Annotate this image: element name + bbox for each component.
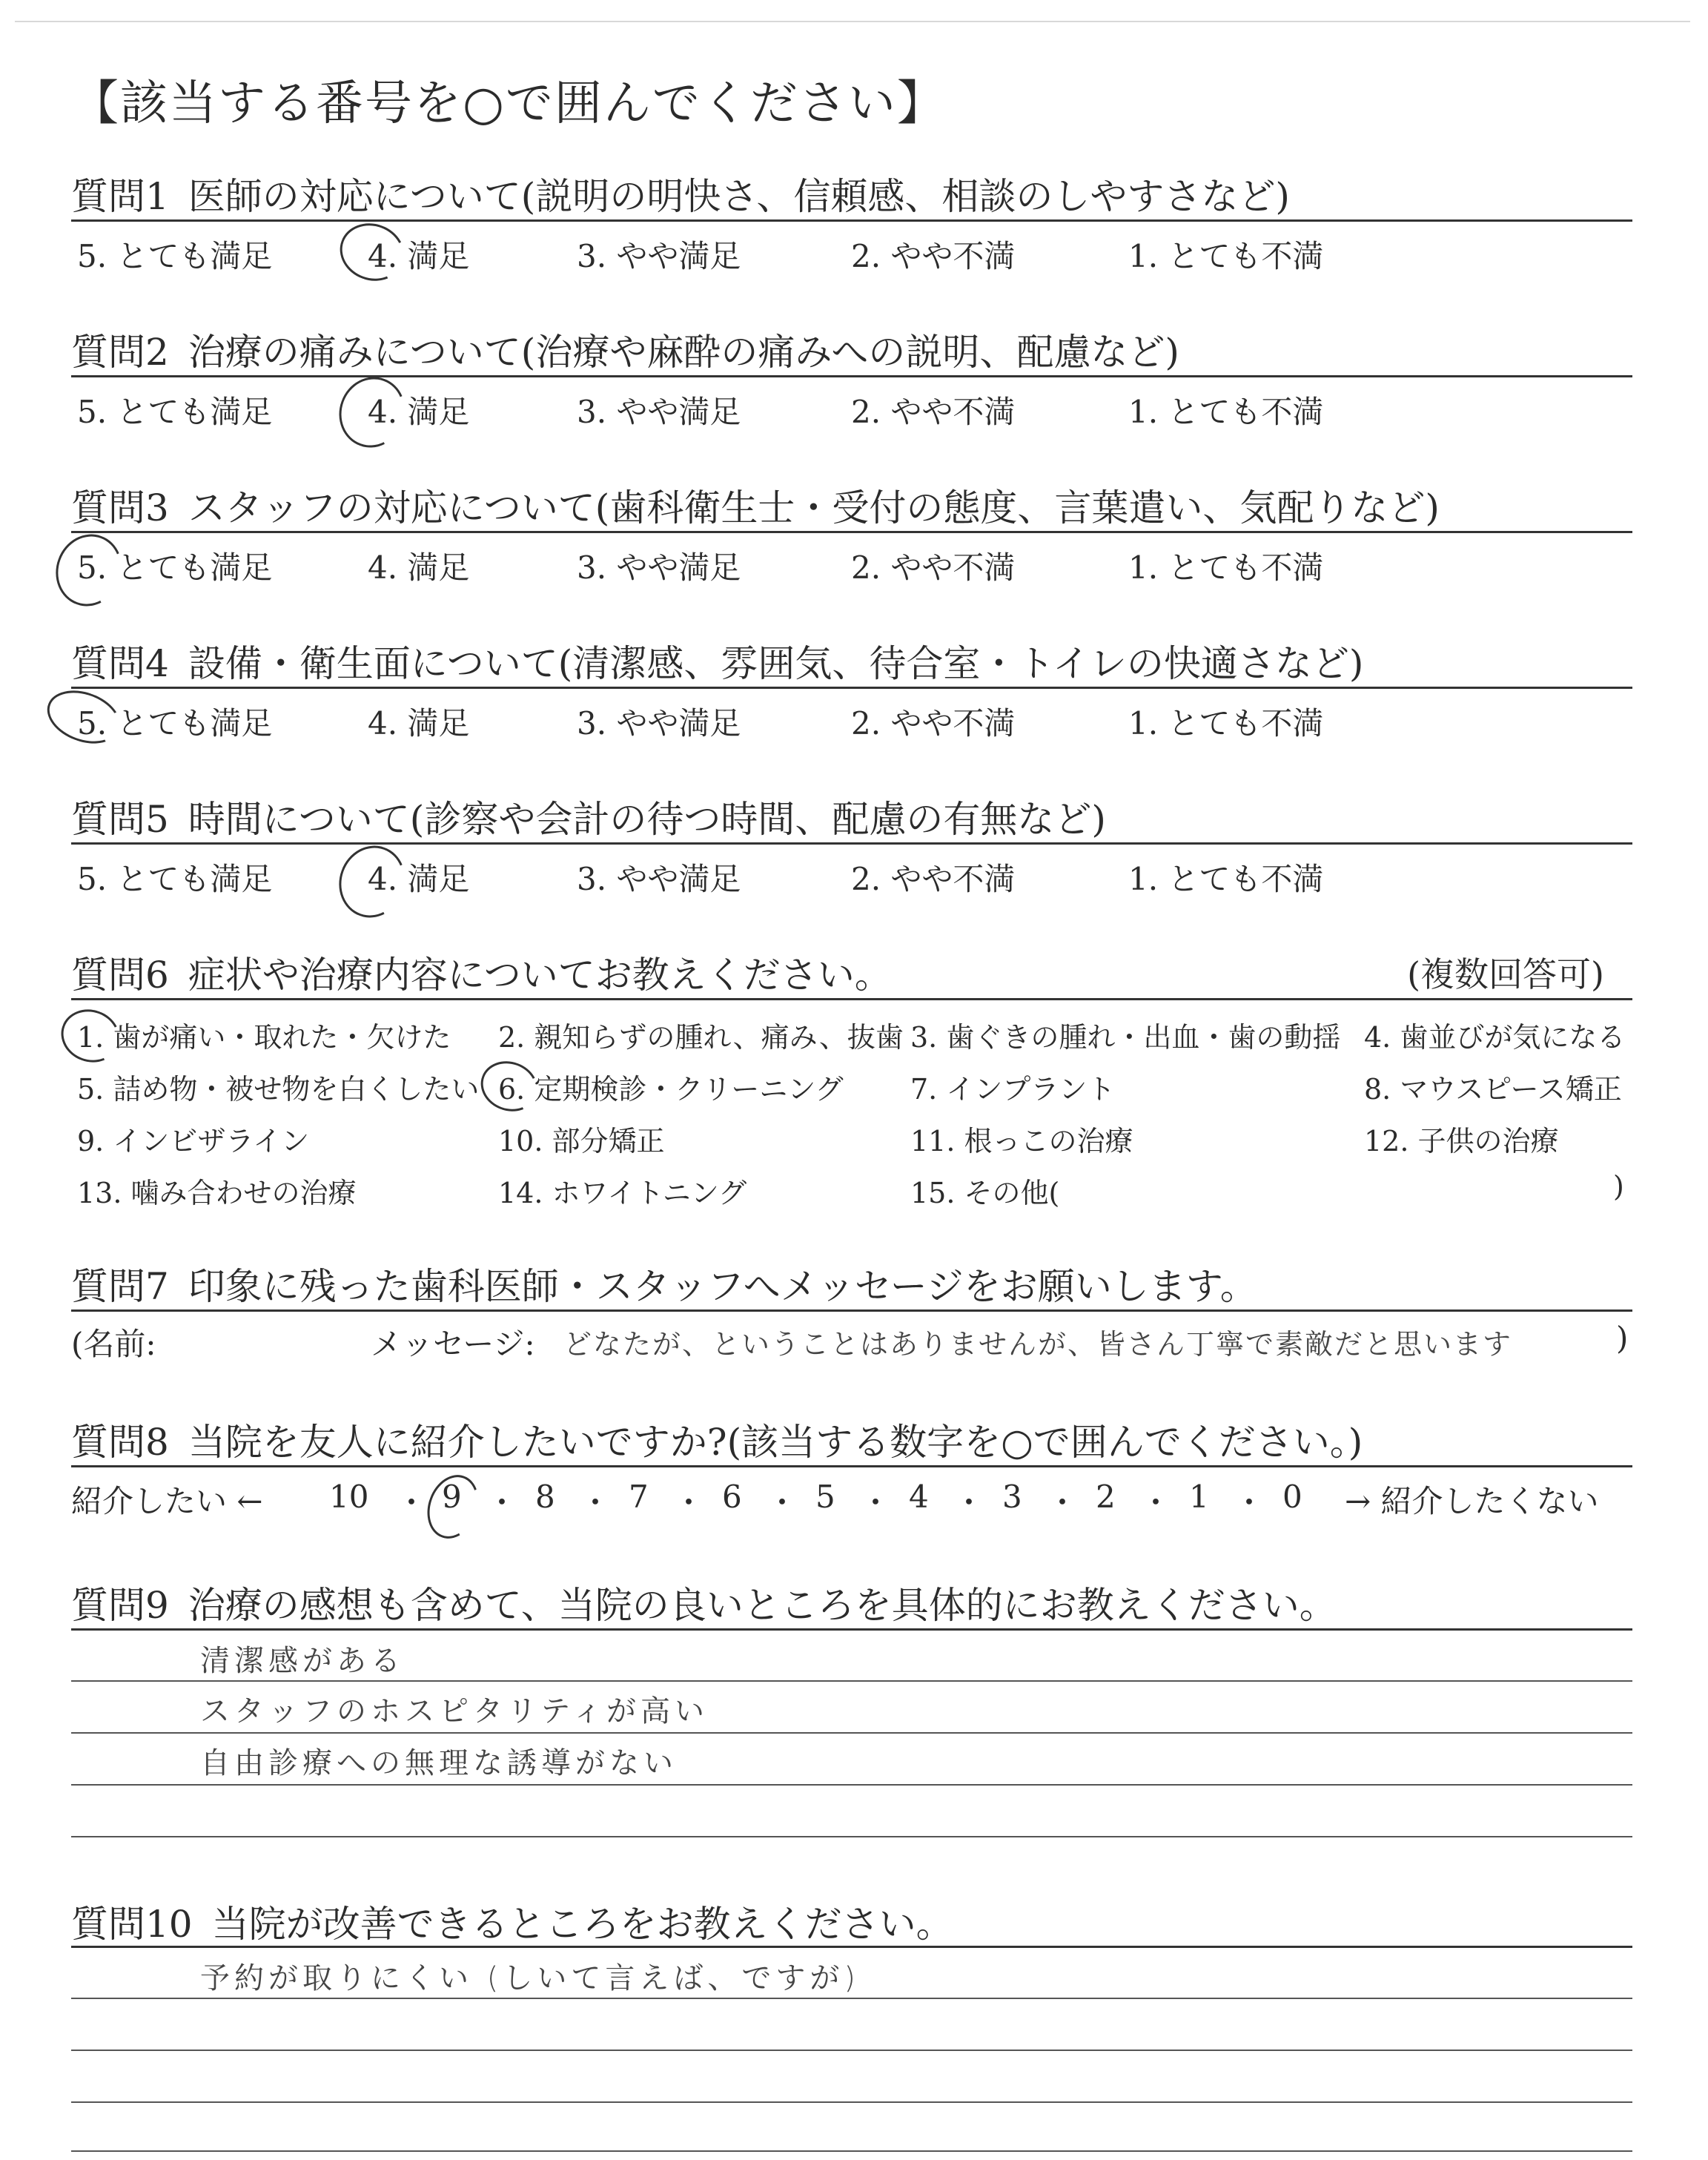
writing-line	[71, 2101, 1632, 2103]
q1-option-2[interactable]: 2. やや不満	[851, 238, 1016, 274]
question-5-title: 質問5 時間について(診察や会計の待つ時間、配慮の有無など)	[71, 798, 1106, 841]
q1-option-4[interactable]: 4. 満足	[368, 238, 470, 274]
q4-option-4[interactable]: 4. 満足	[368, 705, 470, 742]
scale-dot: ・	[673, 1484, 705, 1521]
question-10-rule	[71, 1946, 1632, 1948]
question-4-rule	[71, 687, 1632, 689]
q4-option-3[interactable]: 3. やや満足	[577, 705, 741, 742]
question-6-rule	[71, 998, 1632, 1000]
q6-option-13[interactable]: 13. 噛み合わせの治療	[77, 1177, 357, 1209]
scale-10[interactable]: 10	[329, 1479, 369, 1515]
question-2-title: 質問2 治療の痛みについて(治療や麻酔の痛みへの説明、配慮など)	[71, 331, 1179, 374]
recommend-left-label: 紹介したい ←	[71, 1483, 263, 1519]
question-4-title: 質問4 設備・衛生面について(清潔感、雰囲気、待合室・トイレの快適さなど)	[71, 642, 1364, 685]
scale-0[interactable]: 0	[1282, 1479, 1302, 1515]
q6-option-1[interactable]: 1. 歯が痛い・取れた・欠けた	[77, 1021, 451, 1054]
scale-4[interactable]: 4	[909, 1479, 929, 1515]
scale-dot: ・	[1140, 1484, 1172, 1521]
scale-dot: ・	[953, 1484, 985, 1521]
scale-dot: ・	[860, 1484, 892, 1521]
q5-option-2[interactable]: 2. やや不満	[851, 861, 1016, 897]
q6-option-10[interactable]: 10. 部分矯正	[498, 1125, 665, 1157]
q3-option-2[interactable]: 2. やや不満	[851, 549, 1016, 586]
scale-6[interactable]: 6	[722, 1479, 742, 1515]
q5-selection-circle	[329, 836, 415, 927]
q6-option-3[interactable]: 3. 歯ぐきの腫れ・出血・歯の動揺	[910, 1021, 1341, 1054]
scale-dot: ・	[767, 1484, 798, 1521]
q6-selection-circle-6	[474, 1054, 545, 1120]
q9-answer-1[interactable]: 清潔感がある	[200, 1644, 405, 1678]
question-5-rule	[71, 842, 1632, 845]
q2-option-4[interactable]: 4. 満足	[368, 394, 470, 430]
question-1-rule	[71, 219, 1632, 222]
q6-option-11[interactable]: 11. 根っこの治療	[910, 1125, 1133, 1157]
recommend-right-label: → 紹介したくない	[1345, 1483, 1599, 1519]
writing-line	[71, 1784, 1632, 1786]
q3-selection-circle	[46, 525, 132, 615]
q1-selection-circle	[332, 214, 413, 290]
q6-option-2[interactable]: 2. 親知らずの腫れ、痛み、抜歯	[498, 1021, 904, 1054]
q5-option-5[interactable]: 5. とても満足	[77, 861, 273, 897]
q10-answer-1[interactable]: 予約が取りにくい (しいて言えば、ですが)	[200, 1961, 860, 1995]
q5-option-1[interactable]: 1. とても不満	[1128, 861, 1324, 897]
scale-dot: ・	[580, 1484, 612, 1521]
scale-3[interactable]: 3	[1002, 1479, 1022, 1515]
q6-option-14[interactable]: 14. ホワイトニング	[498, 1177, 747, 1209]
question-9-rule	[71, 1628, 1632, 1631]
q6-other-close-paren: )	[1613, 1170, 1624, 1203]
writing-line	[71, 1836, 1632, 1837]
q9-answer-2[interactable]: スタッフのホスピタリティが高い	[200, 1694, 709, 1728]
writing-line	[71, 1680, 1632, 1682]
writing-line	[71, 1732, 1632, 1734]
question-1-title: 質問1 医師の対応について(説明の明快さ、信頼感、相談のしやすさなど)	[71, 175, 1290, 218]
scale-9[interactable]: 9	[442, 1479, 462, 1515]
name-label: (名前:	[71, 1326, 156, 1362]
q3-option-3[interactable]: 3. やや満足	[577, 549, 741, 586]
q2-option-2[interactable]: 2. やや不満	[851, 394, 1016, 430]
question-3-rule	[71, 531, 1632, 533]
question-7-rule	[71, 1309, 1632, 1312]
writing-line	[71, 2050, 1632, 2051]
question-9-title: 質問9 治療の感想も含めて、当院の良いところを具体的にお教えください。	[71, 1584, 1337, 1627]
q6-option-6[interactable]: 6. 定期検診・クリーニング	[498, 1073, 844, 1106]
scale-5[interactable]: 5	[815, 1479, 835, 1515]
message-close-paren: )	[1616, 1320, 1629, 1356]
question-8-rule	[71, 1465, 1632, 1467]
q2-option-3[interactable]: 3. やや満足	[577, 394, 741, 430]
q1-option-3[interactable]: 3. やや満足	[577, 238, 741, 274]
q6-option-5[interactable]: 5. 詰め物・被せ物を白くしたい	[77, 1073, 480, 1106]
q6-option-7[interactable]: 7. インプラント	[910, 1073, 1116, 1106]
q4-option-5[interactable]: 5. とても満足	[77, 705, 273, 742]
q6-option-9[interactable]: 9. インビザライン	[77, 1125, 310, 1157]
scale-8[interactable]: 8	[535, 1479, 555, 1515]
q6-option-15[interactable]: 15. その他(	[910, 1177, 1060, 1209]
q6-option-4[interactable]: 4. 歯並びが気になる	[1364, 1021, 1626, 1054]
q3-option-1[interactable]: 1. とても不満	[1128, 549, 1324, 586]
question-10-title: 質問10 当院が改善できるところをお教えください。	[71, 1903, 953, 1946]
writing-line	[71, 2150, 1632, 2152]
q3-option-4[interactable]: 4. 満足	[368, 549, 470, 586]
q6-option-8[interactable]: 8. マウスピース矯正	[1364, 1073, 1622, 1106]
question-2-rule	[71, 375, 1632, 377]
q3-option-5[interactable]: 5. とても満足	[77, 549, 273, 586]
q2-option-5[interactable]: 5. とても満足	[77, 394, 273, 430]
scale-2[interactable]: 2	[1096, 1479, 1116, 1515]
writing-line	[71, 1998, 1632, 1999]
q9-answer-3[interactable]: 自由診療への無理な誘導がない	[200, 1746, 678, 1780]
scale-1[interactable]: 1	[1189, 1479, 1209, 1515]
q2-selection-circle	[329, 368, 415, 457]
question-3-title: 質問3 スタッフの対応について(歯科衛生士・受付の態度、言葉遣い、気配りなど)	[71, 486, 1440, 529]
message-label: メッセージ:	[371, 1326, 535, 1362]
question-8-title: 質問8 当院を友人に紹介したいですか?(該当する数字を○で囲んでください。)	[71, 1421, 1363, 1464]
q5-option-3[interactable]: 3. やや満足	[577, 861, 741, 897]
q5-option-4[interactable]: 4. 満足	[368, 861, 470, 897]
page-header: 【該当する番号を○で囲んでください】	[71, 76, 946, 131]
q4-option-1[interactable]: 1. とても不満	[1128, 705, 1324, 742]
q1-option-5[interactable]: 5. とても満足	[77, 238, 273, 274]
q6-selection-circle-1	[53, 1001, 127, 1070]
question-7-title: 質問7 印象に残った歯科医師・スタッフへメッセージをお願いします。	[71, 1265, 1257, 1308]
top-divider	[15, 21, 1690, 22]
scale-dot: ・	[396, 1484, 428, 1521]
scale-7[interactable]: 7	[629, 1479, 649, 1515]
scale-dot: ・	[1234, 1484, 1265, 1521]
scale-dot: ・	[1047, 1484, 1079, 1521]
q8-selection-circle	[419, 1467, 487, 1545]
question-6-title: 質問6 症状や治療内容についてお教えください。	[71, 954, 892, 997]
message-answer[interactable]: どなたが、ということはありませんが、皆さん丁寧で素敵だと思います	[563, 1328, 1513, 1361]
q1-option-1[interactable]: 1. とても不満	[1128, 238, 1324, 274]
q6-option-12[interactable]: 12. 子供の治療	[1364, 1125, 1559, 1157]
scale-dot: ・	[486, 1484, 518, 1521]
q2-option-1[interactable]: 1. とても不満	[1128, 394, 1324, 430]
multiple-answers-note: (複数回答可)	[1407, 954, 1604, 994]
q4-option-2[interactable]: 2. やや不満	[851, 705, 1016, 742]
